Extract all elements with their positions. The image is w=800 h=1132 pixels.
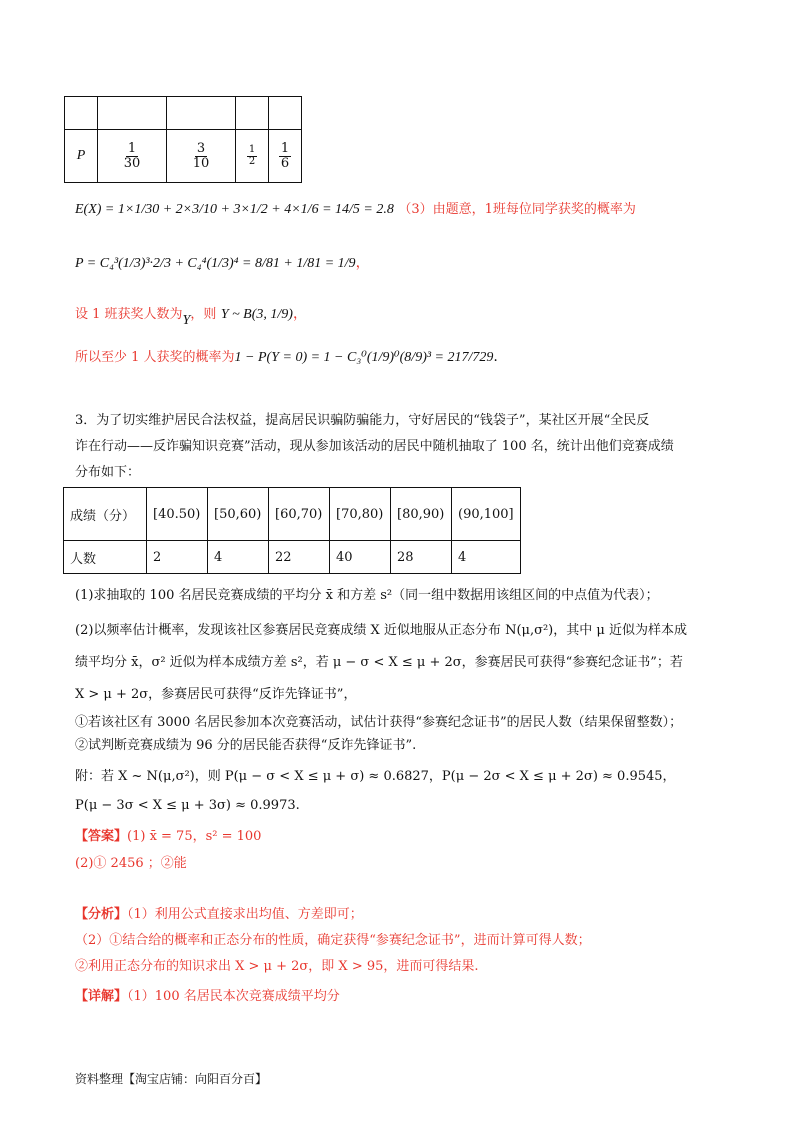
- interval-cell: [40.50): [147, 488, 208, 541]
- problem3-line2: 诈在行动——反诈骗知识竞赛”活动，现从参加该活动的居民中随机抽取了 100 名，统计出他们竞赛成绩: [75, 439, 674, 454]
- table-cell: [65, 97, 98, 130]
- binomial-text: 设 1 班获奖人数为: [75, 307, 183, 322]
- interval-cell: [70,80): [330, 488, 391, 541]
- question-2-1: ①若该社区有 3000 名居民参加本次竞赛活动，试估计获得“参赛纪念证书”的居民人数（结果保留整数）；: [75, 715, 683, 730]
- probability-table: [64, 96, 302, 183]
- score-table: [63, 487, 521, 574]
- comma: ，: [355, 255, 370, 271]
- at-least-line: [75, 346, 498, 369]
- analysis-line3: ②利用正态分布的知识求出 X > μ + 2σ，即 X > 95，进而可得结果.: [75, 959, 479, 974]
- count-cell: 22: [269, 541, 330, 574]
- probability-formula: P = C₄³(1/3)³·2/3 + C₄⁴(1/3)⁴ = 8/81 + 1/81 = 1/9: [75, 256, 356, 271]
- count-cell: 40: [330, 541, 391, 574]
- answer-line1: [75, 826, 261, 848]
- at-least-formula: 1 − P(Y = 0) = 1 − C₃⁰(1/9)⁰(8/9)³ = 217/729: [234, 350, 494, 365]
- table-row: [64, 541, 521, 574]
- problem3-line1: 3．为了切实维护居民合法权益，提高居民识骗防骗能力，守好居民的“钱袋子”，某社区开展“全民反: [75, 413, 650, 428]
- prob-cell: $\frac{1}{6}$: [269, 130, 302, 183]
- binomial-mid: ，则: [190, 307, 217, 322]
- analysis-line1: [75, 904, 363, 926]
- table-row: [64, 488, 521, 541]
- question-2c: X > μ + 2σ，参赛居民可获得“反诈先锋证书”，: [75, 687, 357, 702]
- question-2-2: ②试判断竞赛成绩为 96 分的居民能否获得“反诈先锋证书”.: [75, 738, 417, 753]
- table-cell: [269, 97, 302, 130]
- question-2a: (2)以频率估计概率，发现该社区参赛居民竞赛成绩 X 近似地服从正态分布 N(μ,σ²)，其中 μ 近似为样本成: [75, 623, 687, 638]
- appendix-line1: 附：若 X ~ N(μ,σ²)，则 P(μ − σ < X ≤ μ + σ) ≈ 0.6827，P(μ − 2σ < X ≤ μ + 2σ) ≈ 0.9545，: [75, 769, 676, 784]
- period: .: [493, 349, 498, 365]
- table-cell: [167, 97, 236, 130]
- comma: ，: [292, 306, 307, 322]
- count-cell: 28: [391, 541, 452, 574]
- expectation-formula: E(X) = 1×1/30 + 2×3/10 + 3×1/2 + 4×1/6 = 14/5 = 2.8: [75, 202, 394, 217]
- detail-label: 【详解】: [75, 989, 128, 1004]
- detail-1: （1）100 名居民本次竞赛成绩平均分: [127, 989, 340, 1004]
- row-label: P: [65, 130, 98, 183]
- question-2b: 绩平均分 x̄，σ² 近似为样本成绩方差 s²，若 μ − σ < X ≤ μ + 2σ，参赛居民可获得“参赛纪念证书”；若: [75, 655, 683, 670]
- count-cell: 2: [147, 541, 208, 574]
- problem3-line3: 分布如下：: [75, 465, 141, 480]
- binomial-line: [75, 303, 307, 326]
- interval-cell: [60,70): [269, 488, 330, 541]
- analysis-label: 【分析】: [75, 907, 128, 922]
- interval-cell: (90,100]: [452, 488, 521, 541]
- answer-line2: (2)① 2456 ；②能: [75, 856, 187, 871]
- at-least-text: 所以至少 1 人获奖的概率为: [75, 350, 235, 365]
- count-cell: 4: [452, 541, 521, 574]
- analysis-line2: （2）①结合给的概率和正态分布的性质，确定获得“参赛纪念证书”，进而计算可得人数；: [75, 933, 591, 948]
- count-cell: 4: [208, 541, 269, 574]
- answer-1: (1) x̄ = 75，s² = 100: [127, 829, 262, 844]
- prob-cell: $\frac{1}{2}$: [236, 130, 269, 183]
- part3-intro: （3）由题意，1班每位同学获奖的概率为: [398, 202, 636, 217]
- prob-cell: $\frac{3}{10}$: [167, 130, 236, 183]
- count-label: 人数: [64, 541, 147, 574]
- analysis-1: （1）利用公式直接求出均值、方差即可；: [127, 907, 363, 922]
- question-1: (1)求抽取的 100 名居民竞赛成绩的平均分 x̄ 和方差 s²（同一组中数据用该组区间的中点值为代表）；: [75, 588, 659, 603]
- table-row: [65, 97, 302, 130]
- header-label: 成绩（分）: [64, 488, 147, 541]
- y-variable: Y: [182, 313, 191, 328]
- detail-line1: [75, 986, 340, 1008]
- expectation-line: [75, 198, 636, 221]
- interval-cell: [50,60): [208, 488, 269, 541]
- table-cell: [236, 97, 269, 130]
- footer-text: 资料整理【淘宝店铺：向阳百分百】: [75, 1072, 268, 1086]
- interval-cell: [80,90): [391, 488, 452, 541]
- binomial-formula: Y ~ B(3, 1/9): [220, 307, 293, 322]
- probability-line: [75, 252, 370, 275]
- appendix-line2: P(μ − 3σ < X ≤ μ + 3σ) ≈ 0.9973.: [75, 798, 300, 813]
- table-row: [65, 130, 302, 183]
- table-cell: [98, 97, 167, 130]
- prob-cell: $\frac{1}{30}$: [98, 130, 167, 183]
- answer-label: 【答案】: [75, 829, 128, 844]
